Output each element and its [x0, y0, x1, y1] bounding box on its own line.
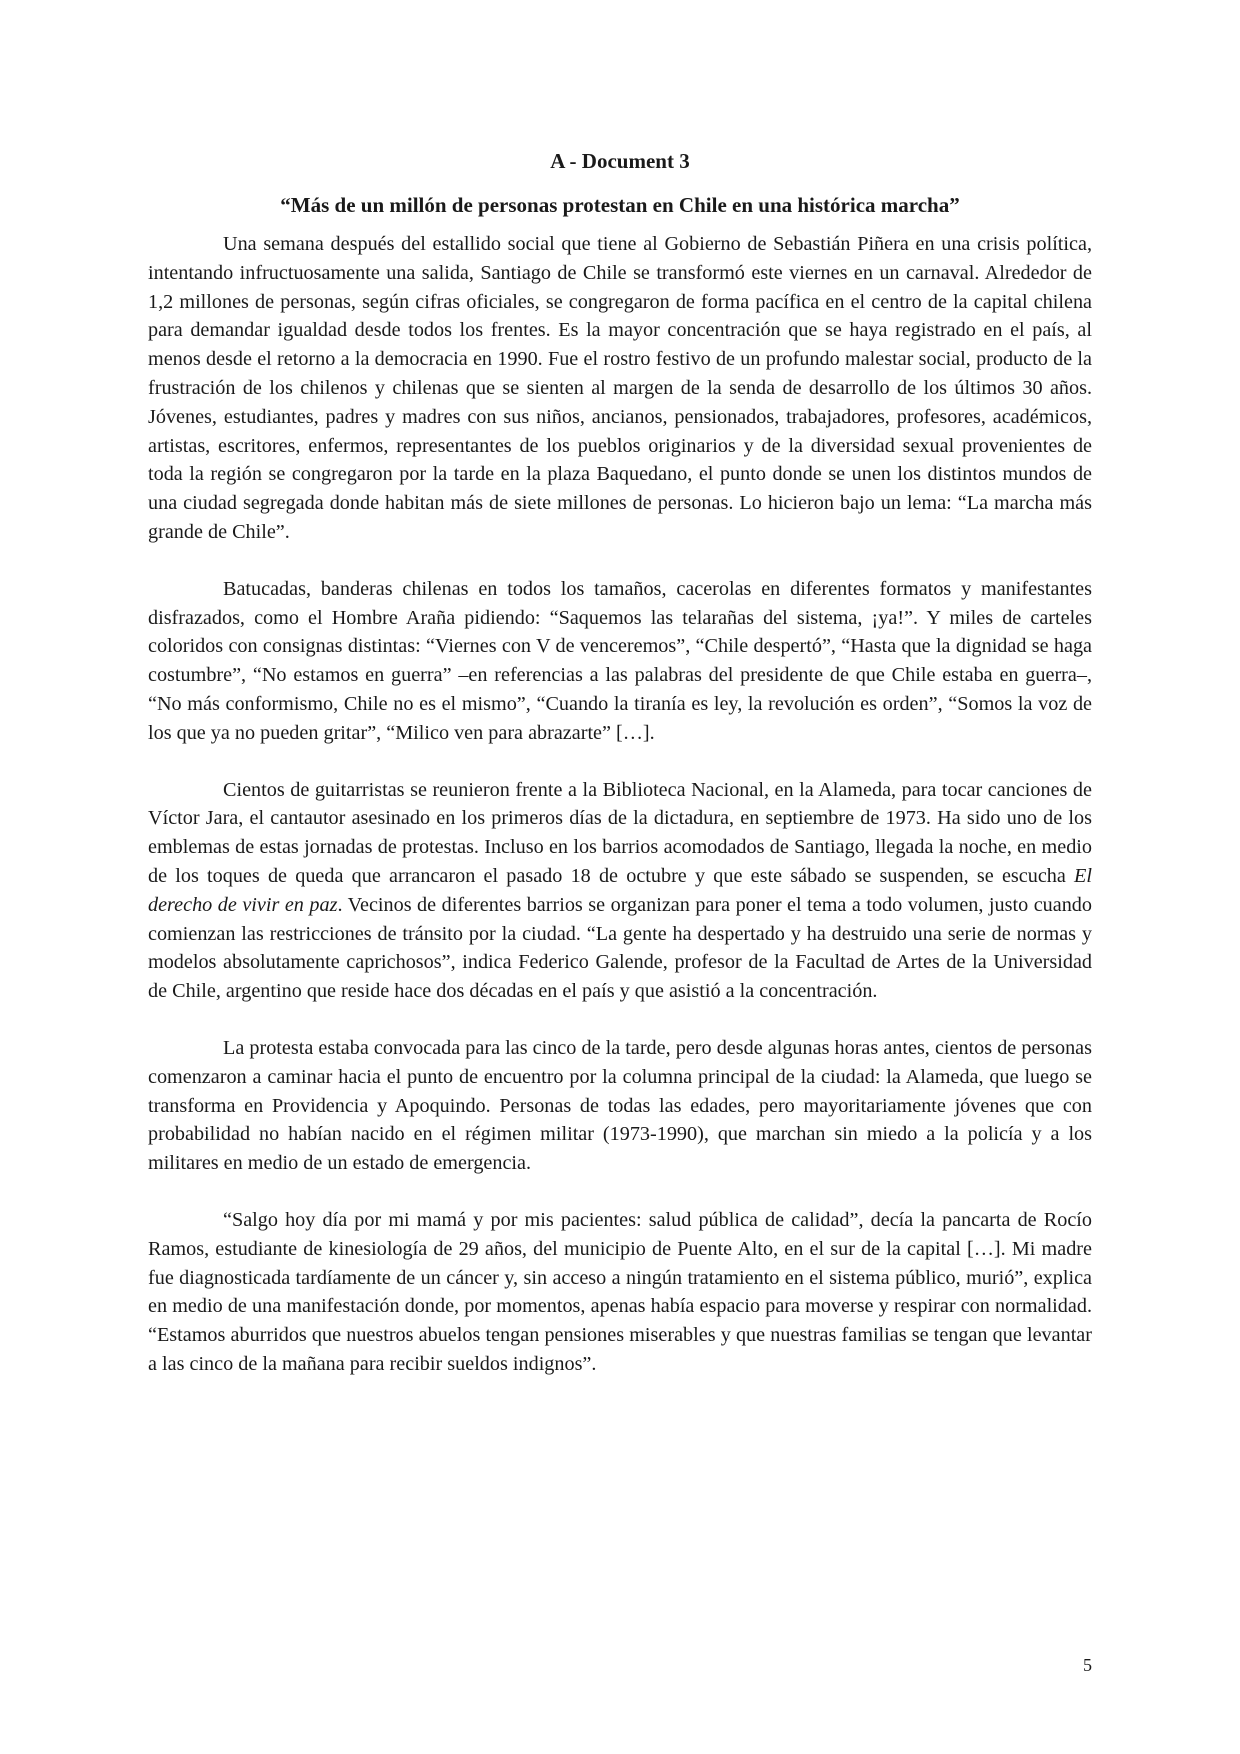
- paragraph-3: [148, 776, 1092, 1006]
- document-page: [148, 0, 1092, 1754]
- paragraph-4: La protesta estaba convocada para las cinco de la tarde, pero desde algunas horas antes, cientos de personas comenzaron a caminar hacia el punto de encuentro por la columna principal de la ciudad: la Alameda, que luego se transforma en Providencia y Apoquindo. Personas de todas las edades, pero mayoritariamente jóvenes que con probabilidad no habían nacido en el régimen militar (1973-1990), que marchan sin miedo a la policía y a los militares en medio de un estado de emergencia.: [148, 1036, 1092, 1175]
- song-title: El derecho de vivir en paz: [148, 864, 1092, 916]
- paragraph-3-text-end: . Vecinos de diferentes barrios se organizan para poner el tema a todo volumen, justo cuando comienzan las restricciones de tránsito por la ciudad. “La gente ha despertado y ha destruido una serie de normas y modelos absolutamente caprichosos”, indica Federico Galende, profesor de la Facultad de Artes de la Universidad de Chile, argentino que reside hace dos décadas en el país y que asistió a la concentración.: [148, 893, 1092, 1003]
- paragraph-3-text-start: Cientos de guitarristas se reunieron frente a la Biblioteca Nacional, en la Alameda, para tocar canciones de Víctor Jara, el cantautor asesinado en los primeros días de la dictadura, en septiembre de 1973. Ha sido uno de los emblemas de estas jornadas de protestas. Incluso en los barrios acomodados de Santiago, llegada la noche, en medio de los toques de queda que arrancaron el pasado 18 de octubre y que este sábado se suspenden, se escucha: [148, 778, 1092, 887]
- article-title: “Más de un millón de personas protestan en Chile en una histórica marcha”: [280, 193, 960, 217]
- document-label: A - Document 3: [550, 149, 690, 173]
- paragraph-2: Batucadas, banderas chilenas en todos los tamaños, cacerolas en diferentes formatos y manifestantes disfrazados, como el Hombre Araña pidiendo: “Saquemos las telarañas del sistema, ¡ya!”. Y miles de carteles coloridos con consignas distintas: “Viernes con V de venceremos”, “Chile despertó”, “Hasta que la dignidad se haga costumbre”, “No estamos en guerra” –en referencias a las palabras del presidente de que Chile estaba en guerra–, “No más conformismo, Chile no es el mismo”, “Cuando la tiranía es ley, la revolución es orden”, “Somos la voz de los que ya no pueden gritar”, “Milico ven para abrazarte” […].: [148, 577, 1092, 744]
- paragraph-5: “Salgo hoy día por mi mamá y por mis pacientes: salud pública de calidad”, decía la pancarta de Rocío Ramos, estudiante de kinesiología de 29 años, del municipio de Puente Alto, en el sur de la capital […]. Mi madre fue diagnosticada tardíamente de un cáncer y, sin acceso a ningún tratamiento en el sistema público, murió”, explica en medio de una manifestación donde, por momentos, apenas había espacio para moverse y respirar con normalidad. “Estamos aburridos que nuestros abuelos tengan pensiones miserables y que nuestras familias se tengan que levantar a las cinco de la mañana para recibir sueldos indignos”.: [148, 1208, 1092, 1375]
- paragraph-1: Una semana después del estallido social que tiene al Gobierno de Sebastián Piñera en una crisis política, intentando infructuosamente una salida, Santiago de Chile se transformó este viernes en un carnaval. Alrededor de 1,2 millones de personas, según cifras oficiales, se congregaron de forma pacífica en el centro de la capital chilena para demandar igualdad desde todos los frentes. Es la mayor concentración que se haya registrado en el país, al menos desde el retorno a la democracia en 1990. Fue el rostro festivo de un profundo malestar social, producto de la frustración de los chilenos y chilenas que se sienten al margen de la senda de desarrollo de los últimos 30 años. Jóvenes, estudiantes, padres y madres con sus niños, ancianos, pensionados, trabajadores, profesores, académicos, artistas, escritores, enfermos, representantes de los pueblos originarios y de la diversidad sexual provenientes de toda la región se congregaron por la tarde en la plaza Baquedano, el punto donde se unen los distintos mundos de una ciudad segregada donde habitan más de siete millones de personas. Lo hicieron bajo un lema: “La marcha más grande de Chile”.: [148, 233, 1092, 543]
- article-body: [148, 230, 1092, 1379]
- page-number: 5: [1083, 1655, 1092, 1675]
